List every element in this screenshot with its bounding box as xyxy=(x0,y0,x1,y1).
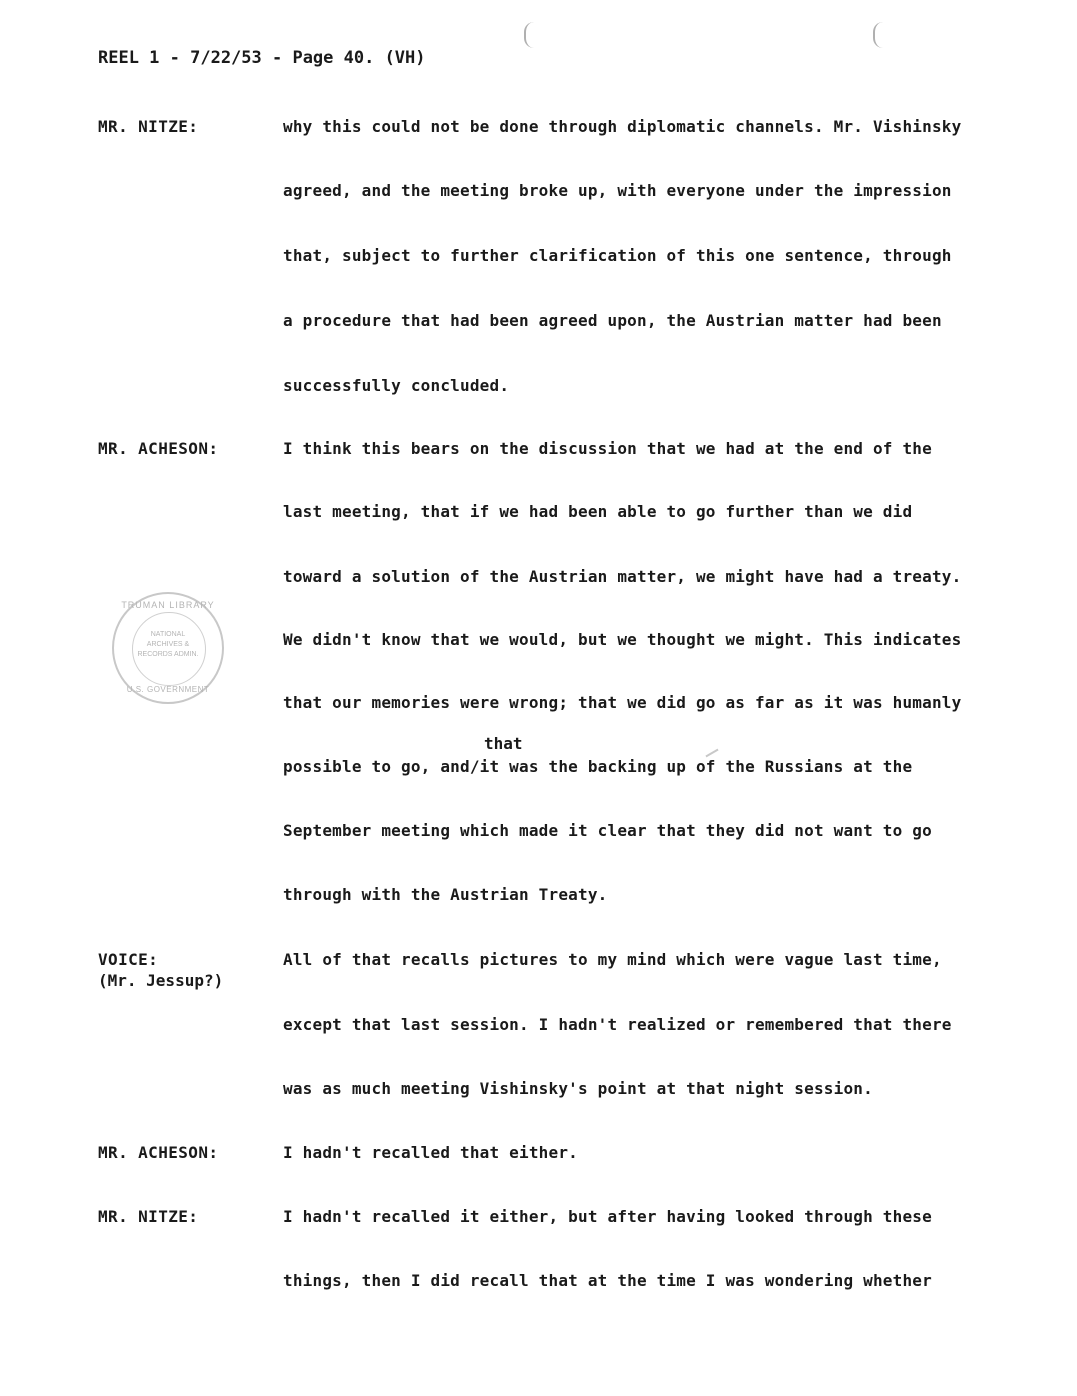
speaker-label: MR. NITZE: xyxy=(98,117,199,136)
stamp-bottom-text: U.S. GOVERNMENT xyxy=(126,685,210,694)
transcript-line: a procedure that had been agreed upon, the Austrian matter had been xyxy=(283,311,942,330)
transcript-line: that, subject to further clarification of this one sentence, through xyxy=(283,246,952,265)
page-header: REEL 1 - 7/22/53 - Page 40. (VH) xyxy=(98,48,426,68)
transcript-line: through with the Austrian Treaty. xyxy=(283,885,608,904)
transcript-line: except that last session. I hadn't realized or remembered that there xyxy=(283,1015,952,1034)
transcript-line: last meeting, that if we had been able to go further than we did xyxy=(283,502,913,521)
transcript-line: successfully concluded. xyxy=(283,376,510,395)
handwritten-insertion: that xyxy=(484,734,523,753)
transcript-line: toward a solution of the Austrian matter, we might have had a treaty. xyxy=(283,567,962,586)
transcript-line: that our memories were wrong; that we did go as far as it was humanly xyxy=(283,693,962,712)
punch-hole-mark-left xyxy=(524,22,536,48)
transcript-line: September meeting which made it clear that they did not want to go xyxy=(283,821,932,840)
punch-hole-mark-right xyxy=(873,22,885,48)
stamp-top-text: TRUMAN LIBRARY xyxy=(121,600,215,610)
speaker-label: VOICE: xyxy=(98,950,159,969)
speaker-label: MR. NITZE: xyxy=(98,1207,199,1226)
archive-stamp xyxy=(112,592,224,704)
speaker-label: MR. ACHESON: xyxy=(98,439,219,458)
transcript-line: I hadn't recalled it either, but after having looked through these xyxy=(283,1207,932,1226)
speaker-label: MR. ACHESON: xyxy=(98,1143,219,1162)
transcript-line: We didn't know that we would, but we thought we might. This indicates xyxy=(283,630,962,649)
transcript-line: possible to go, and/it was the backing up of the Russians at the xyxy=(283,757,913,776)
transcript-line: I hadn't recalled that either. xyxy=(283,1143,578,1162)
speaker-note: (Mr. Jessup?) xyxy=(98,971,224,990)
transcript-line: things, then I did recall that at the time I was wondering whether xyxy=(283,1271,932,1290)
transcript-line: I think this bears on the discussion that we had at the end of the xyxy=(283,439,932,458)
transcript-line: was as much meeting Vishinsky's point at that night session. xyxy=(283,1079,873,1098)
transcript-line: agreed, and the meeting broke up, with everyone under the impression xyxy=(283,181,952,200)
transcript-line: why this could not be done through diplomatic channels. Mr. Vishinsky xyxy=(283,117,962,136)
stamp-middle-text: NATIONAL ARCHIVES & RECORDS ADMIN. xyxy=(137,631,199,658)
transcript-line: All of that recalls pictures to my mind which were vague last time, xyxy=(283,950,942,969)
